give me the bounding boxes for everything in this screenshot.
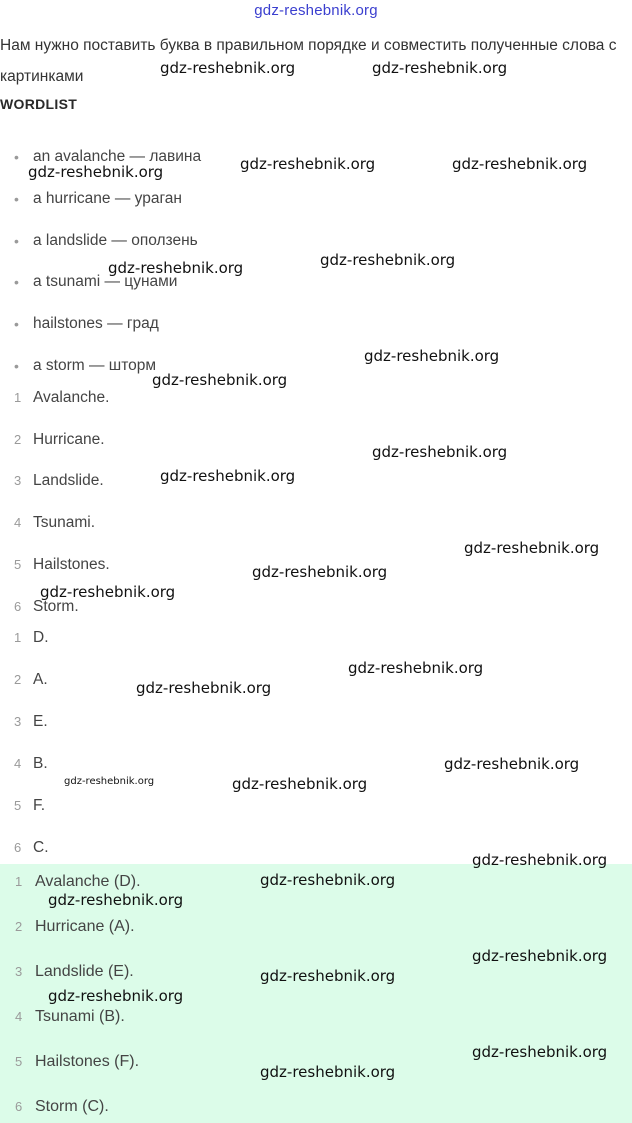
bullet-icon: • — [14, 274, 19, 290]
watermark: gdz-reshebnik.org — [232, 775, 368, 793]
watermark: gdz-reshebnik.org — [260, 1063, 396, 1081]
watermark: gdz-reshebnik.org — [108, 259, 244, 277]
bullet-icon: • — [14, 191, 19, 207]
watermark: gdz-reshebnik.org — [472, 851, 608, 869]
watermark: gdz-reshebnik.org — [40, 583, 176, 601]
watermark: gdz-reshebnik.org — [444, 755, 580, 773]
watermark: gdz-reshebnik.org — [260, 871, 396, 889]
site-header[interactable]: gdz-reshebnik.org — [254, 2, 378, 19]
watermark: gdz-reshebnik.org — [372, 59, 508, 77]
watermark: gdz-reshebnik.org — [452, 155, 588, 173]
intro-text: Нам нужно поставить буква в правильном порядке и совместить полученные слова с картинками — [0, 37, 617, 85]
watermark: gdz-reshebnik.org — [464, 539, 600, 557]
watermark: gdz-reshebnik.org — [48, 891, 184, 909]
watermark: gdz-reshebnik.org — [252, 563, 388, 581]
watermark: gdz-reshebnik.org — [364, 347, 500, 365]
watermark: gdz-reshebnik.org — [160, 59, 296, 77]
watermark: gdz-reshebnik.org — [136, 679, 272, 697]
watermark: gdz-reshebnik.org — [48, 987, 184, 1005]
watermark: gdz-reshebnik.org — [160, 467, 296, 485]
bullet-icon: • — [14, 316, 19, 332]
watermark: gdz-reshebnik.org — [472, 1043, 608, 1061]
watermark: gdz-reshebnik.org — [320, 251, 456, 269]
watermark: gdz-reshebnik.org — [348, 659, 484, 677]
watermark: gdz-reshebnik.org — [64, 776, 155, 787]
watermark: gdz-reshebnik.org — [372, 443, 508, 461]
bullet-icon: • — [14, 358, 19, 374]
watermark: gdz-reshebnik.org — [472, 947, 608, 965]
bullet-icon: • — [14, 149, 19, 165]
watermark: gdz-reshebnik.org — [152, 371, 288, 389]
bullet-icon: • — [14, 233, 19, 249]
answer-box: 1 Avalanche (D). 2 Hurricane (A). 3 Landslide (E). 4 Tsunami (B). 5 Hailstones (F). 6 Storm (C). — [0, 864, 632, 1123]
watermark: gdz-reshebnik.org — [260, 967, 396, 985]
watermark: gdz-reshebnik.org — [240, 155, 376, 173]
watermark: gdz-reshebnik.org — [28, 163, 164, 181]
wordlist-heading: WORDLIST — [0, 96, 78, 112]
